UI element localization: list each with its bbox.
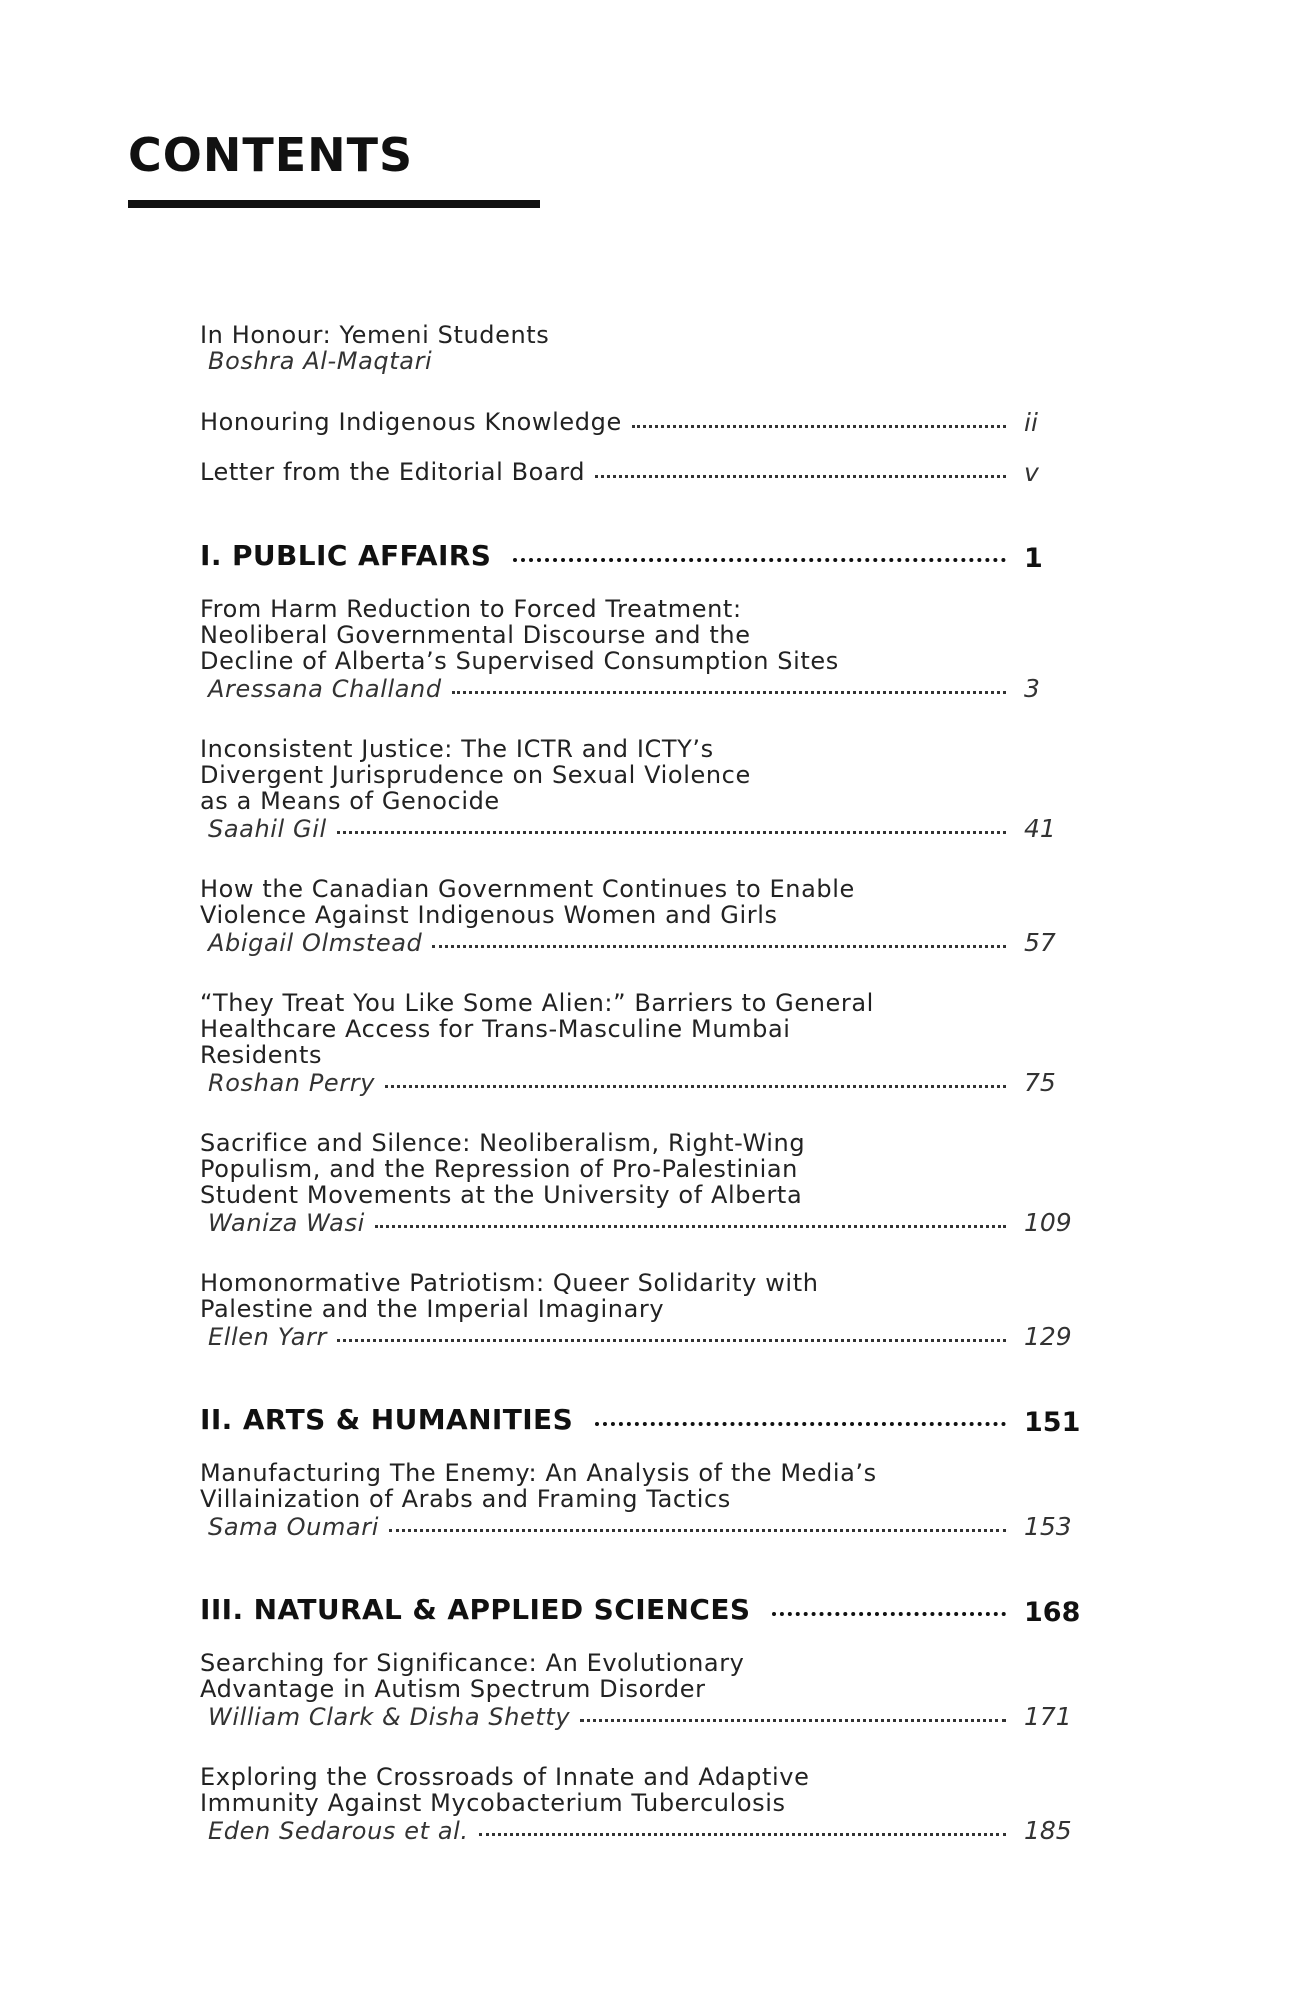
page-number: 41 xyxy=(1024,814,1056,843)
dot-leader xyxy=(772,1612,1006,1616)
entry-author: Aressana Challand xyxy=(208,675,442,703)
entry-title: Manufacturing The Enemy: An Analysis of the Media’s Villainization of Arabs and Framing Tactics xyxy=(200,1459,877,1513)
toc-entry-in-honour[interactable] xyxy=(200,322,1080,374)
entry-author: Sama Oumari xyxy=(208,1513,379,1541)
table-of-contents xyxy=(200,322,1080,1844)
dot-leader xyxy=(389,1529,1006,1532)
entry-title: In Honour: Yemeni Students xyxy=(200,321,550,349)
entry-author: Saahil Gil xyxy=(208,815,327,843)
page-number: 129 xyxy=(1024,1322,1072,1351)
section-title: I. PUBLIC AFFAIRS xyxy=(200,539,492,572)
section-title: III. NATURAL & APPLIED SCIENCES xyxy=(200,1593,751,1626)
entry-title: Letter from the Editorial Board xyxy=(200,458,586,486)
entry-title: Honouring Indigenous Knowledge xyxy=(200,408,622,436)
entry-author: Ellen Yarr xyxy=(208,1323,328,1351)
entry-title: Sacrifice and Silence: Neoliberalism, Right-Wing Populism, and the Repression of Pro-Palestinian Student Movements at the University of Alberta xyxy=(200,1129,806,1209)
entry-title: Searching for Significance: An Evolutionary Advantage in Autism Spectrum Disorder xyxy=(200,1649,745,1703)
entry-author: Boshra Al-Maqtari xyxy=(208,347,433,375)
toc-entry-letter-editorial-board[interactable] xyxy=(200,458,1080,486)
toc-entry-article[interactable] xyxy=(200,1764,1080,1844)
dot-leader xyxy=(452,691,1006,694)
toc-entry-article[interactable] xyxy=(200,1270,1080,1350)
toc-entry-article[interactable] xyxy=(200,1460,1080,1540)
entry-title: Exploring the Crossroads of Innate and Adaptive Immunity Against Mycobacterium Tuberculosis xyxy=(200,1763,810,1817)
section-heading-public-affairs[interactable] xyxy=(200,538,1080,572)
toc-entry-article[interactable] xyxy=(200,596,1080,702)
dot-leader xyxy=(337,831,1006,834)
entry-author: Roshan Perry xyxy=(208,1069,375,1097)
entry-title: How the Canadian Government Continues to Enable Violence Against Indigenous Women and Girls xyxy=(200,875,855,929)
dot-leader xyxy=(479,1833,1006,1836)
section-title: II. ARTS & HUMANITIES xyxy=(200,1403,574,1436)
entry-author: William Clark & Disha Shetty xyxy=(208,1703,571,1731)
dot-leader xyxy=(513,558,1006,562)
dot-leader xyxy=(337,1339,1006,1342)
section-heading-natural-applied-sciences[interactable] xyxy=(200,1592,1080,1626)
page-number: 151 xyxy=(1024,1407,1081,1438)
page-number: 109 xyxy=(1024,1208,1072,1237)
toc-entry-honouring-indigenous-knowledge[interactable] xyxy=(200,408,1080,436)
page-number: 75 xyxy=(1024,1068,1056,1097)
page-number: 153 xyxy=(1024,1512,1072,1541)
toc-entry-article[interactable] xyxy=(200,876,1080,956)
dot-leader xyxy=(595,1422,1006,1426)
toc-entry-article[interactable] xyxy=(200,1130,1080,1236)
dot-leader xyxy=(595,475,1006,478)
page-number: 3 xyxy=(1024,674,1040,703)
page-number: 1 xyxy=(1024,543,1043,574)
dot-leader xyxy=(375,1225,1006,1228)
page-number: 185 xyxy=(1024,1816,1072,1845)
page-number: 171 xyxy=(1024,1702,1072,1731)
entry-title: “They Treat You Like Some Alien:” Barriers to General Healthcare Access for Trans-Masculine Mumbai Residents xyxy=(200,989,874,1069)
page-number: 168 xyxy=(1024,1597,1081,1628)
entry-title: Inconsistent Justice: The ICTR and ICTY’s Divergent Jurisprudence on Sexual Violence as a Means of Genocide xyxy=(200,735,751,815)
dot-leader xyxy=(385,1085,1006,1088)
entry-title: From Harm Reduction to Forced Treatment: Neoliberal Governmental Discourse and the Decline of Alberta’s Supervised Consumption Sites xyxy=(200,595,839,675)
title-underline xyxy=(128,200,540,208)
entry-author: Abigail Olmstead xyxy=(208,929,423,957)
page-number: 57 xyxy=(1024,928,1056,957)
dot-leader xyxy=(432,945,1006,948)
entry-author: Waniza Wasi xyxy=(208,1209,365,1237)
page-number: ii xyxy=(1024,408,1038,437)
entry-title: Homonormative Patriotism: Queer Solidarity with Palestine and the Imperial Imaginary xyxy=(200,1269,819,1323)
dot-leader xyxy=(632,425,1006,428)
section-heading-arts-humanities[interactable] xyxy=(200,1402,1080,1436)
page-number: v xyxy=(1024,458,1039,487)
page-title: CONTENTS xyxy=(128,128,414,182)
toc-entry-article[interactable] xyxy=(200,990,1080,1096)
toc-entry-article[interactable] xyxy=(200,1650,1080,1730)
toc-entry-article[interactable] xyxy=(200,736,1080,842)
entry-author: Eden Sedarous et al. xyxy=(208,1817,469,1845)
dot-leader xyxy=(580,1719,1006,1722)
